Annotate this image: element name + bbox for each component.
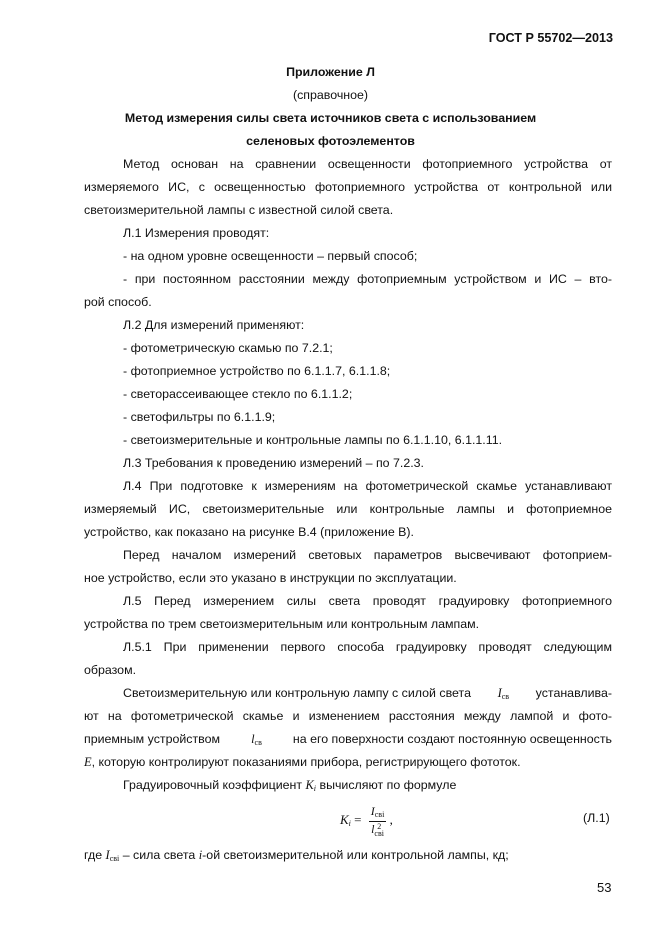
subscript: i [313,784,317,793]
text-span: где [84,848,103,862]
formula-denominator [369,822,387,837]
clause-l1: Л.1 Измерения проводят: [123,226,270,240]
paragraph-line [123,778,651,793]
text-span: , которую контролируют показаниями прибора, регистрирующего фототок. [91,755,521,769]
subscript: свi [374,810,385,819]
text-span: на его поверхности создают постоянную освещенность [292,732,612,746]
symbol: l [251,732,255,746]
paragraph-line: измеряемого ИС, с освещенностью фотоприемного устройства от контрольной или [84,180,612,194]
list-item-cont: рой способ. [84,295,152,309]
list-item: - фотометрическую скамью по 7.2.1; [123,341,333,355]
subscript: св [254,738,262,747]
symbol: I [497,686,502,700]
symbol: I [370,804,375,818]
paragraph-line [123,686,612,701]
paragraph-line [84,755,612,770]
text-span: Градуировочный коэффициент [123,778,303,792]
clause-l4-line: Л.4 При подготовке к измерениям на фотометрической скамье устанавливают [123,479,612,493]
symbol-i: i [198,848,203,862]
formula-numerator [369,805,387,822]
clause-l5-line: Л.5 Перед измерением силы света проводят градуировку фотоприемного [123,594,612,608]
appendix-heading-line2: селеновых фотоэлементов [246,134,415,148]
clause-l5-line: устройства по трем светоизмерительным или контрольным лампам. [84,617,480,631]
symbol-l-sv [251,732,262,747]
appendix-heading-line1: Метод измерения силы света источников света с использованием [124,111,537,125]
text-span: устанавлива- [535,686,612,700]
formula-lhs-sub: i [348,818,351,828]
paragraph-line: ют на фотометрической скамье и изменением расстояния между лампой и фото- [84,709,612,723]
list-item: - светорассеивающее стекло по 6.1.1.2; [123,387,353,401]
text-span: приемным устройством [84,732,220,746]
text-span: -ой светоизмерительной или контрольной лампы, кд; [202,848,509,862]
formula-fraction [369,805,387,837]
subscript: свi [109,854,120,863]
text-span: Светоизмерительную или контрольную лампу с силой света [123,686,471,700]
formula-lhs: K [340,811,349,827]
symbol-k: K [305,778,314,792]
symbol: I [105,848,110,862]
where-line [84,848,612,863]
sup-sub-stack [374,823,384,837]
text-span: вычисляют по формуле [319,778,457,792]
list-item: - светофильтры по 6.1.1.9; [123,410,276,424]
symbol: l [371,822,375,836]
clause-l51-line: образом. [84,663,137,677]
document-header: ГОСТ Р 55702—2013 [488,31,613,45]
list-item: - при постоянном расстоянии между фотоприемным устройством и ИС – вто- [123,272,612,286]
paragraph-line: Перед началом измерений световых параметров высвечивают фотоприем- [123,548,612,562]
clause-l2: Л.2 Для измерений применяют: [123,318,305,332]
list-item: - светоизмерительные и контрольные лампы по 6.1.1.10, 6.1.1.11. [123,433,503,447]
clause-l4-line: устройство, как показано на рисунке В.4 (приложение В). [84,525,414,539]
subscript: свi [374,829,384,838]
clause-l3: Л.3 Требования к проведению измерений – по 7.2.3. [123,456,424,470]
clause-l4-line: измеряемый ИС, светоизмерительные или контрольные лампы и фотоприемное [84,502,612,516]
appendix-type: (справочное) [292,88,369,102]
paragraph-line [84,732,612,747]
appendix-title: Приложение Л [286,65,375,79]
formula-l1 [340,805,393,837]
paragraph-line: ное устройство, если это указано в инструкции по эксплуатации. [84,571,457,585]
clause-l51-line: Л.5.1 При применении первого способа градуировку проводят следующим [123,640,612,654]
subscript: св [501,692,510,701]
list-item: - на одном уровне освещенности – первый способ; [123,249,418,263]
paragraph-line: светоизмерительной лампы с известной силой света. [84,203,394,217]
formula-comma: , [389,811,393,827]
formula-eq: = [354,811,362,827]
paragraph-line: Метод основан на сравнении освещенности фотоприемного устройства от [123,157,612,171]
symbol-i-sv [498,686,509,701]
text-span: – сила света [122,848,196,862]
list-item: - фотоприемное устройство по 6.1.1.7, 6.1.1.8; [123,364,391,378]
superscript: 2 [377,822,382,831]
page-number: 53 [597,880,612,895]
symbol-e: E [84,755,92,769]
formula-number: (Л.1) [583,811,610,825]
